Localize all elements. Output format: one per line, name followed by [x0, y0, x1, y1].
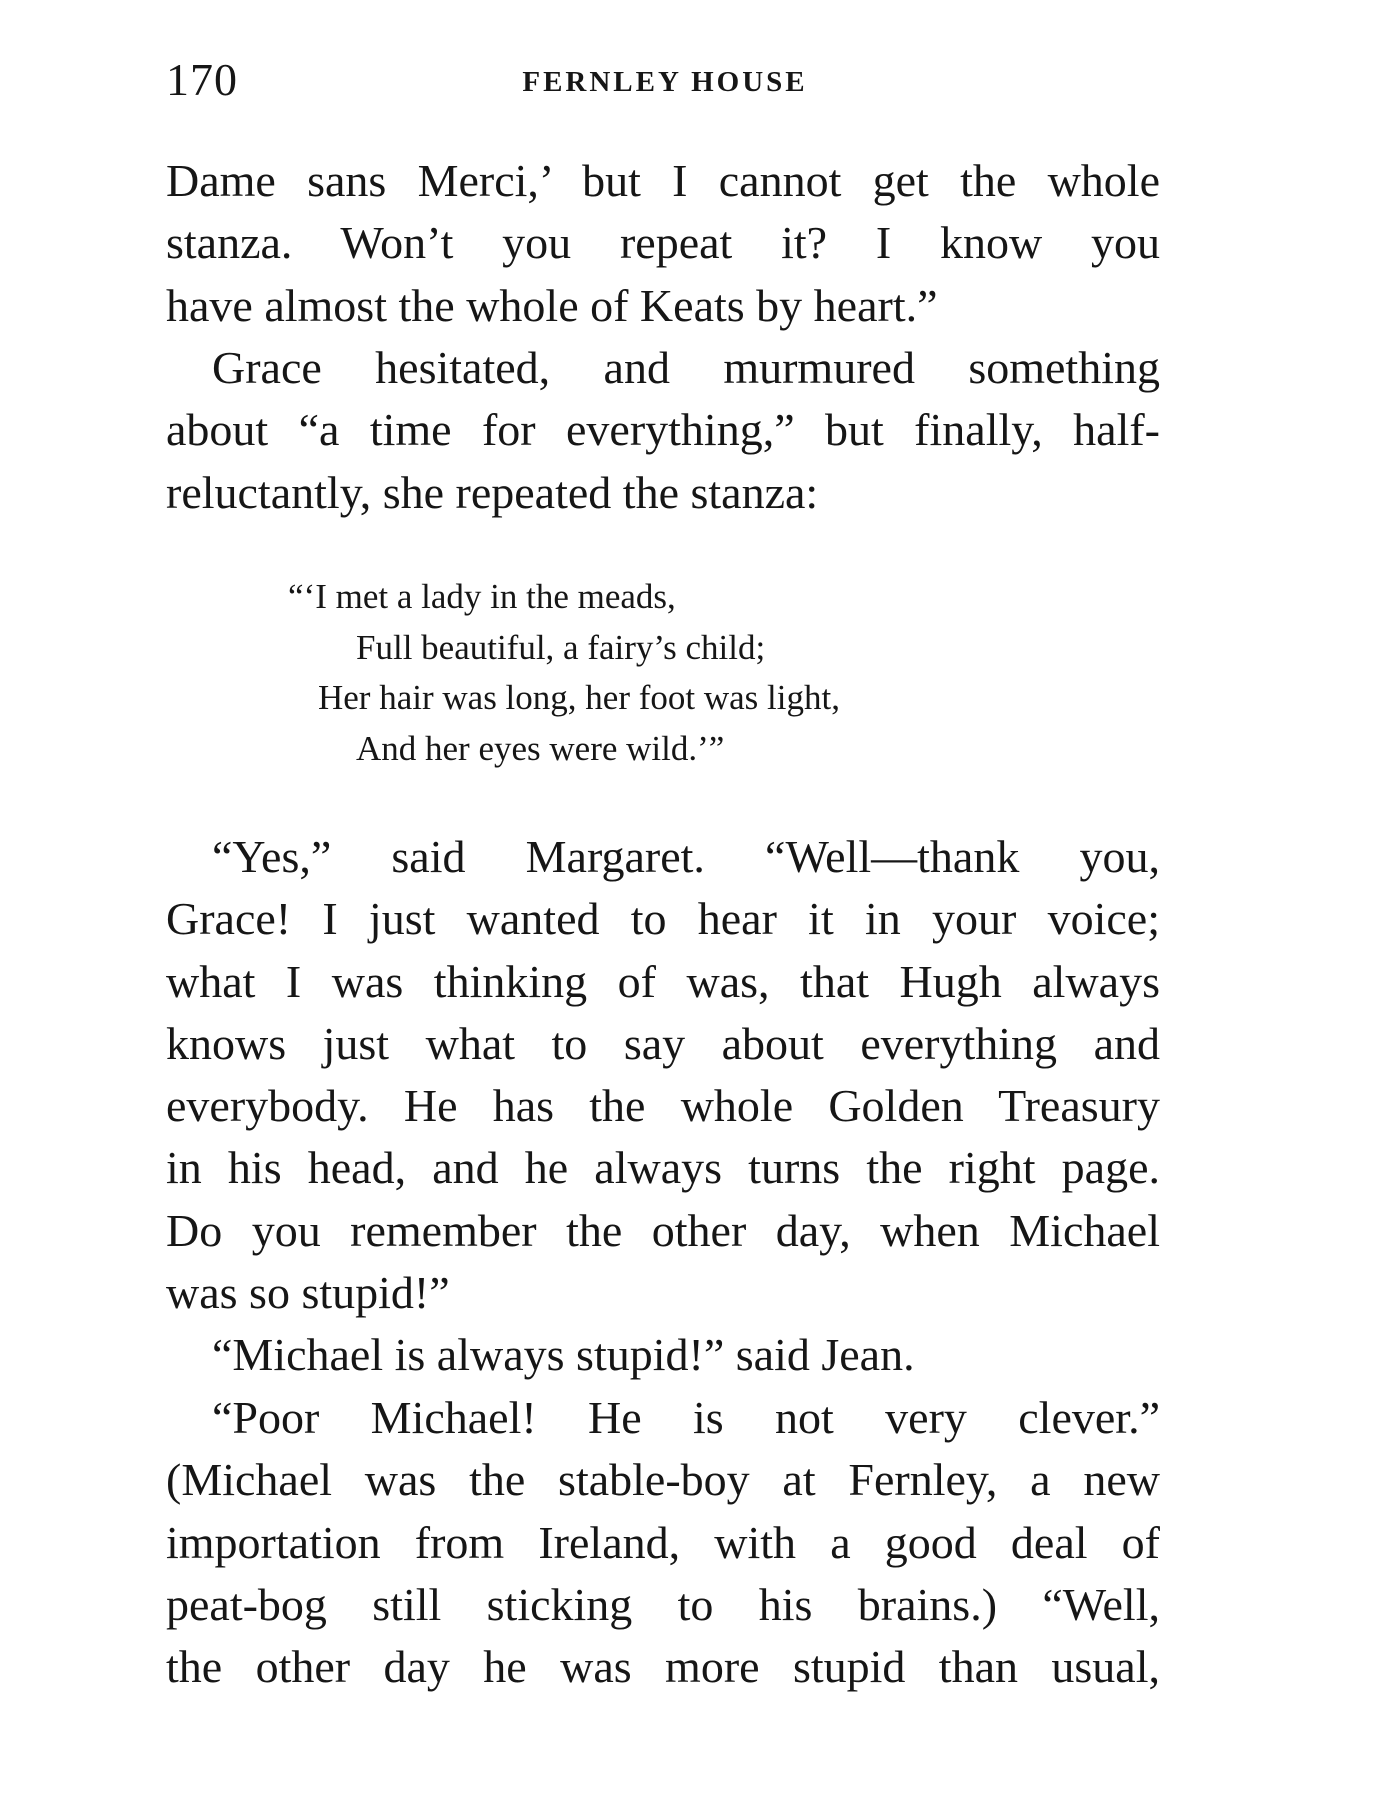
text-line: “Yes,” said Margaret. “Well—thank you, [212, 831, 1160, 882]
text-line: everybody. He has the whole Golden Treasury [166, 1080, 1160, 1132]
text-line: Grace! I just wanted to hear it in your voice; [166, 893, 1160, 945]
paragraph [166, 337, 1160, 524]
text-line: the other day he was more stupid than usual, [166, 1641, 1160, 1693]
paragraph [166, 1324, 1160, 1386]
poem-stanza [288, 572, 840, 774]
text-line: about “a time for everything,” but finally, half- [166, 404, 1160, 456]
running-head: FERNLEY HOUSE [522, 66, 808, 98]
text-line: have almost the whole of Keats by heart.” [166, 279, 938, 331]
text-line: in his head, and he always turns the right page. [166, 1142, 1160, 1194]
poem-line: “‘I met a lady in the meads, [288, 577, 676, 616]
poem-line: And her eyes were wild.’” [356, 728, 725, 768]
text-line: “Poor Michael! He is not very clever.” [212, 1392, 1160, 1443]
text-line: Do you remember the other day, when Michael [166, 1204, 1160, 1256]
text-line: what I was thinking of was, that Hugh always [166, 955, 1160, 1007]
text-line: Grace hesitated, and murmured something [212, 342, 1160, 393]
text-line: knows just what to say about everything and [166, 1017, 1160, 1069]
text-line: (Michael was the stable-boy at Fernley, a new [166, 1454, 1160, 1506]
text-line: was so stupid!” [166, 1267, 450, 1319]
text-line: Dame sans Merci,’ but I cannot get the whole [166, 155, 1160, 206]
text-line: reluctantly, she repeated the stanza: [166, 466, 819, 518]
text-line: “Michael is always stupid!” said Jean. [212, 1329, 915, 1380]
paragraph [166, 1387, 1160, 1698]
paragraph [166, 826, 1160, 1324]
paragraph [166, 150, 1160, 337]
poem-line: Her hair was long, her foot was light, [318, 678, 840, 717]
poem-line: Full beautiful, a fairy’s child; [356, 627, 766, 667]
text-line: peat-bog still sticking to his brains.) “Well, [166, 1578, 1160, 1630]
text-line: importation from Ireland, with a good deal of [166, 1516, 1160, 1568]
page-number: 170 [166, 54, 238, 105]
text-line: stanza. Won’t you repeat it? I know you [166, 217, 1160, 269]
